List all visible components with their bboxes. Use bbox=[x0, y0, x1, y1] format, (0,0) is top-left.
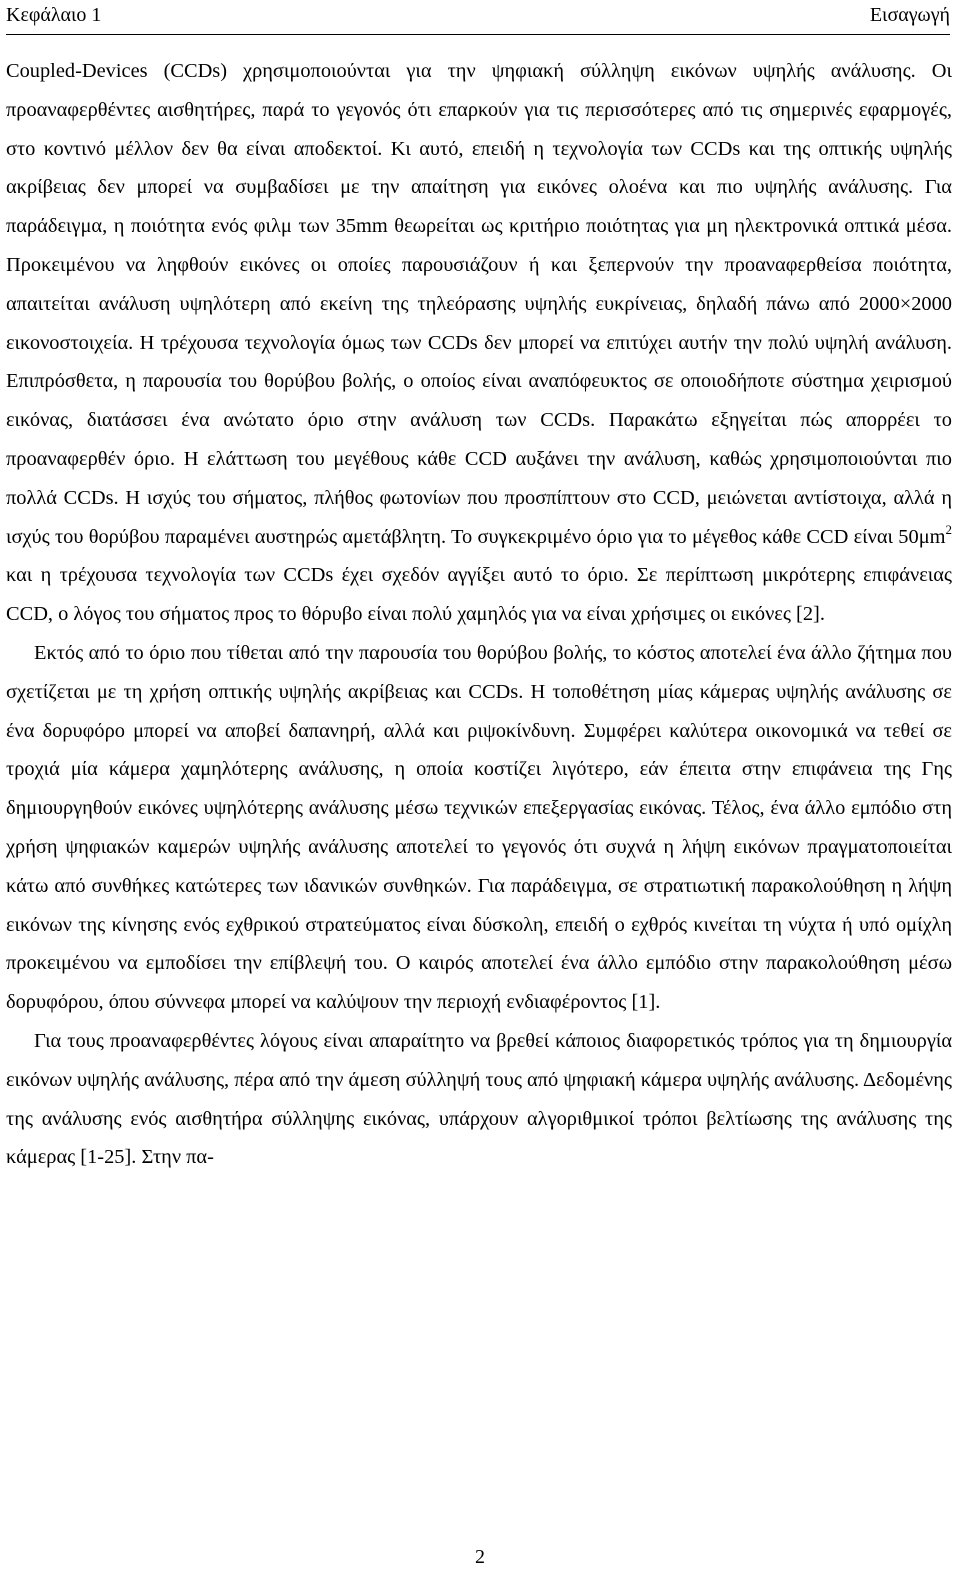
section-label: Εισαγωγή bbox=[869, 4, 950, 26]
paragraph-3: Για τους προαναφερθέντες λόγους είναι απαραίτητο να βρεθεί κάποιος διαφορετικός τρόπος για τη δημιουργία εικόνων υψηλής ανάλυσης, πέρα από την άμεση σύλληψή τους από ψηφιακή κάμερα υψηλής ανάλυσης. Δεδομένης της ανάλυσης ενός αισθητήρα σύλληψης εικόνας, υπάρχουν αλγοριθμικοί τρόποι βελτίωσης της ανάλυσης της κάμερας [1-25]. Στην πα- bbox=[6, 1029, 952, 1169]
paragraph-1-text-end: και η τρέχουσα τεχνολογία των CCDs έχει σχεδόν αγγίξει αυτό το όριο. Σε περίπτωση μικρότερης επιφάνειας CCD, ο λόγος του σήματος προς το θόρυβο είναι πολύ χαμηλός για να είναι χρήσιμες οι εικόνες [2]. bbox=[6, 564, 952, 626]
paragraph-1-text-start: Coupled-Devices (CCDs) χρησιμοποιούνται για την ψηφιακή σύλληψη εικόνων υψηλής ανάλυσης. Οι προαναφερθέντες αισθητήρες, παρά το γεγονός ότι επαρκούν για τις περισσότερες από τις σημερινές εφαρμογές, στο κοντινό μέλλον δεν θα είναι αποδεκτοί. Κι αυτό, επειδή η τεχνολογία των CCDs και της οπτικής υψηλής ακρίβειας δεν μπορεί να συμβαδίσει με την απαίτηση για εικόνες ολοένα και πιο υψηλής ανάλυσης. Για παράδειγμα, η ποιότητα ενός φιλμ των 35mm θεωρείται ως κριτήριο ποιότητας για μη ηλεκτρονικά οπτικά μέσα. Προκειμένου να ληφθούν εικόνες οι οποίες παρουσιάζουν ή και ξεπερνούν την προαναφερθείσα ποιότητα, απαιτείται ανάλυση υψηλότερη από εκείνη της τηλεόρασης υψηλής ευκρίνειας, δηλαδή πάνω από 2000×2000 εικονοστοιχεία. Η τρέχουσα τεχνολογία όμως των CCDs δεν μπορεί να επιτύχει αυτήν την πολύ υψηλή ανάλυση. Επιπρόσθετα, η παρουσία του θορύβου βολής, ο οποίος είναι αναπόφευκτος σε οποιοδήποτε σύστημα χειρισμού εικόνας, διατάσσει ένα ανώτατο όριο στην ανάλυση των CCDs. Παρακάτω εξηγείται πώς απορρέει το προαναφερθέν όριο. Η ελάττωση του μεγέθους κάθε CCD αυξάνει την ανάλυση, καθώς χρησιμοποιούνται πιο πολλά CCDs. Η ισχύς του σήματος, πλήθος φωτονίων που προσπίπτουν στο CCD, μειώνεται αντίστοιχα, αλλά η ισχύς του θορύβου παραμένει αυστηρώς αμετάβλητη. Το συγκεκριμένο όριο για το μέγεθος κάθε CCD είναι 50μm bbox=[6, 60, 952, 548]
paragraph-1 bbox=[6, 52, 952, 634]
paragraph-2: Εκτός από το όριο που τίθεται από την παρουσία του θορύβου βολής, το κόστος αποτελεί ένα άλλο ζήτημα που σχετίζεται με τη χρήση οπτικής υψηλής ακρίβειας και CCDs. Η τοποθέτηση μίας κάμερας υψηλής ανάλυσης σε ένα δορυφόρο μπορεί να αποβεί δαπανηρή, αλλά και ριψοκίνδυνη. Συμφέρει καλύτερα οικονομικά να τεθεί σε τροχιά μία κάμερα χαμηλότερης ανάλυσης, η οποία κοστίζει λιγότερο, εάν έπειτα στην επιφάνεια της Γης δημιουργηθούν εικόνες υψηλότερης ανάλυσης μέσω τεχνικών επεξεργασίας εικόνας. Τέλος, ένα άλλο εμπόδιο στη χρήση ψηφιακών καμερών υψηλής ανάλυσης αποτελεί το γεγονός ότι συχνά η λήψη εικόνων πραγματοποιείται κάτω από συνθήκες κατώτερες των ιδανικών συνθηκών. Για παράδειγμα, σε στρατιωτική παρακολούθηση η λήψη εικόνων της κίνησης ενός εχθρικού στρατεύματος είναι δύσκολη, επειδή ο εχθρός κινείται τη νύχτα ή υπό ομίχλη προκειμένου να εμποδίσει την επίβλεψή του. Ο καιρός αποτελεί ένα άλλο εμπόδιο στην παρακολούθηση μέσω δορυφόρου, όπου σύννεφα μπορεί να καλύψουν την περιοχή ενδιαφέροντος [1]. bbox=[6, 641, 952, 1014]
chapter-label: Κεφάλαιο 1 bbox=[6, 4, 102, 26]
page-number: 2 bbox=[475, 1546, 485, 1568]
body-text bbox=[6, 52, 952, 1177]
superscript-exponent: 2 bbox=[945, 521, 952, 537]
page-header bbox=[6, 4, 950, 35]
